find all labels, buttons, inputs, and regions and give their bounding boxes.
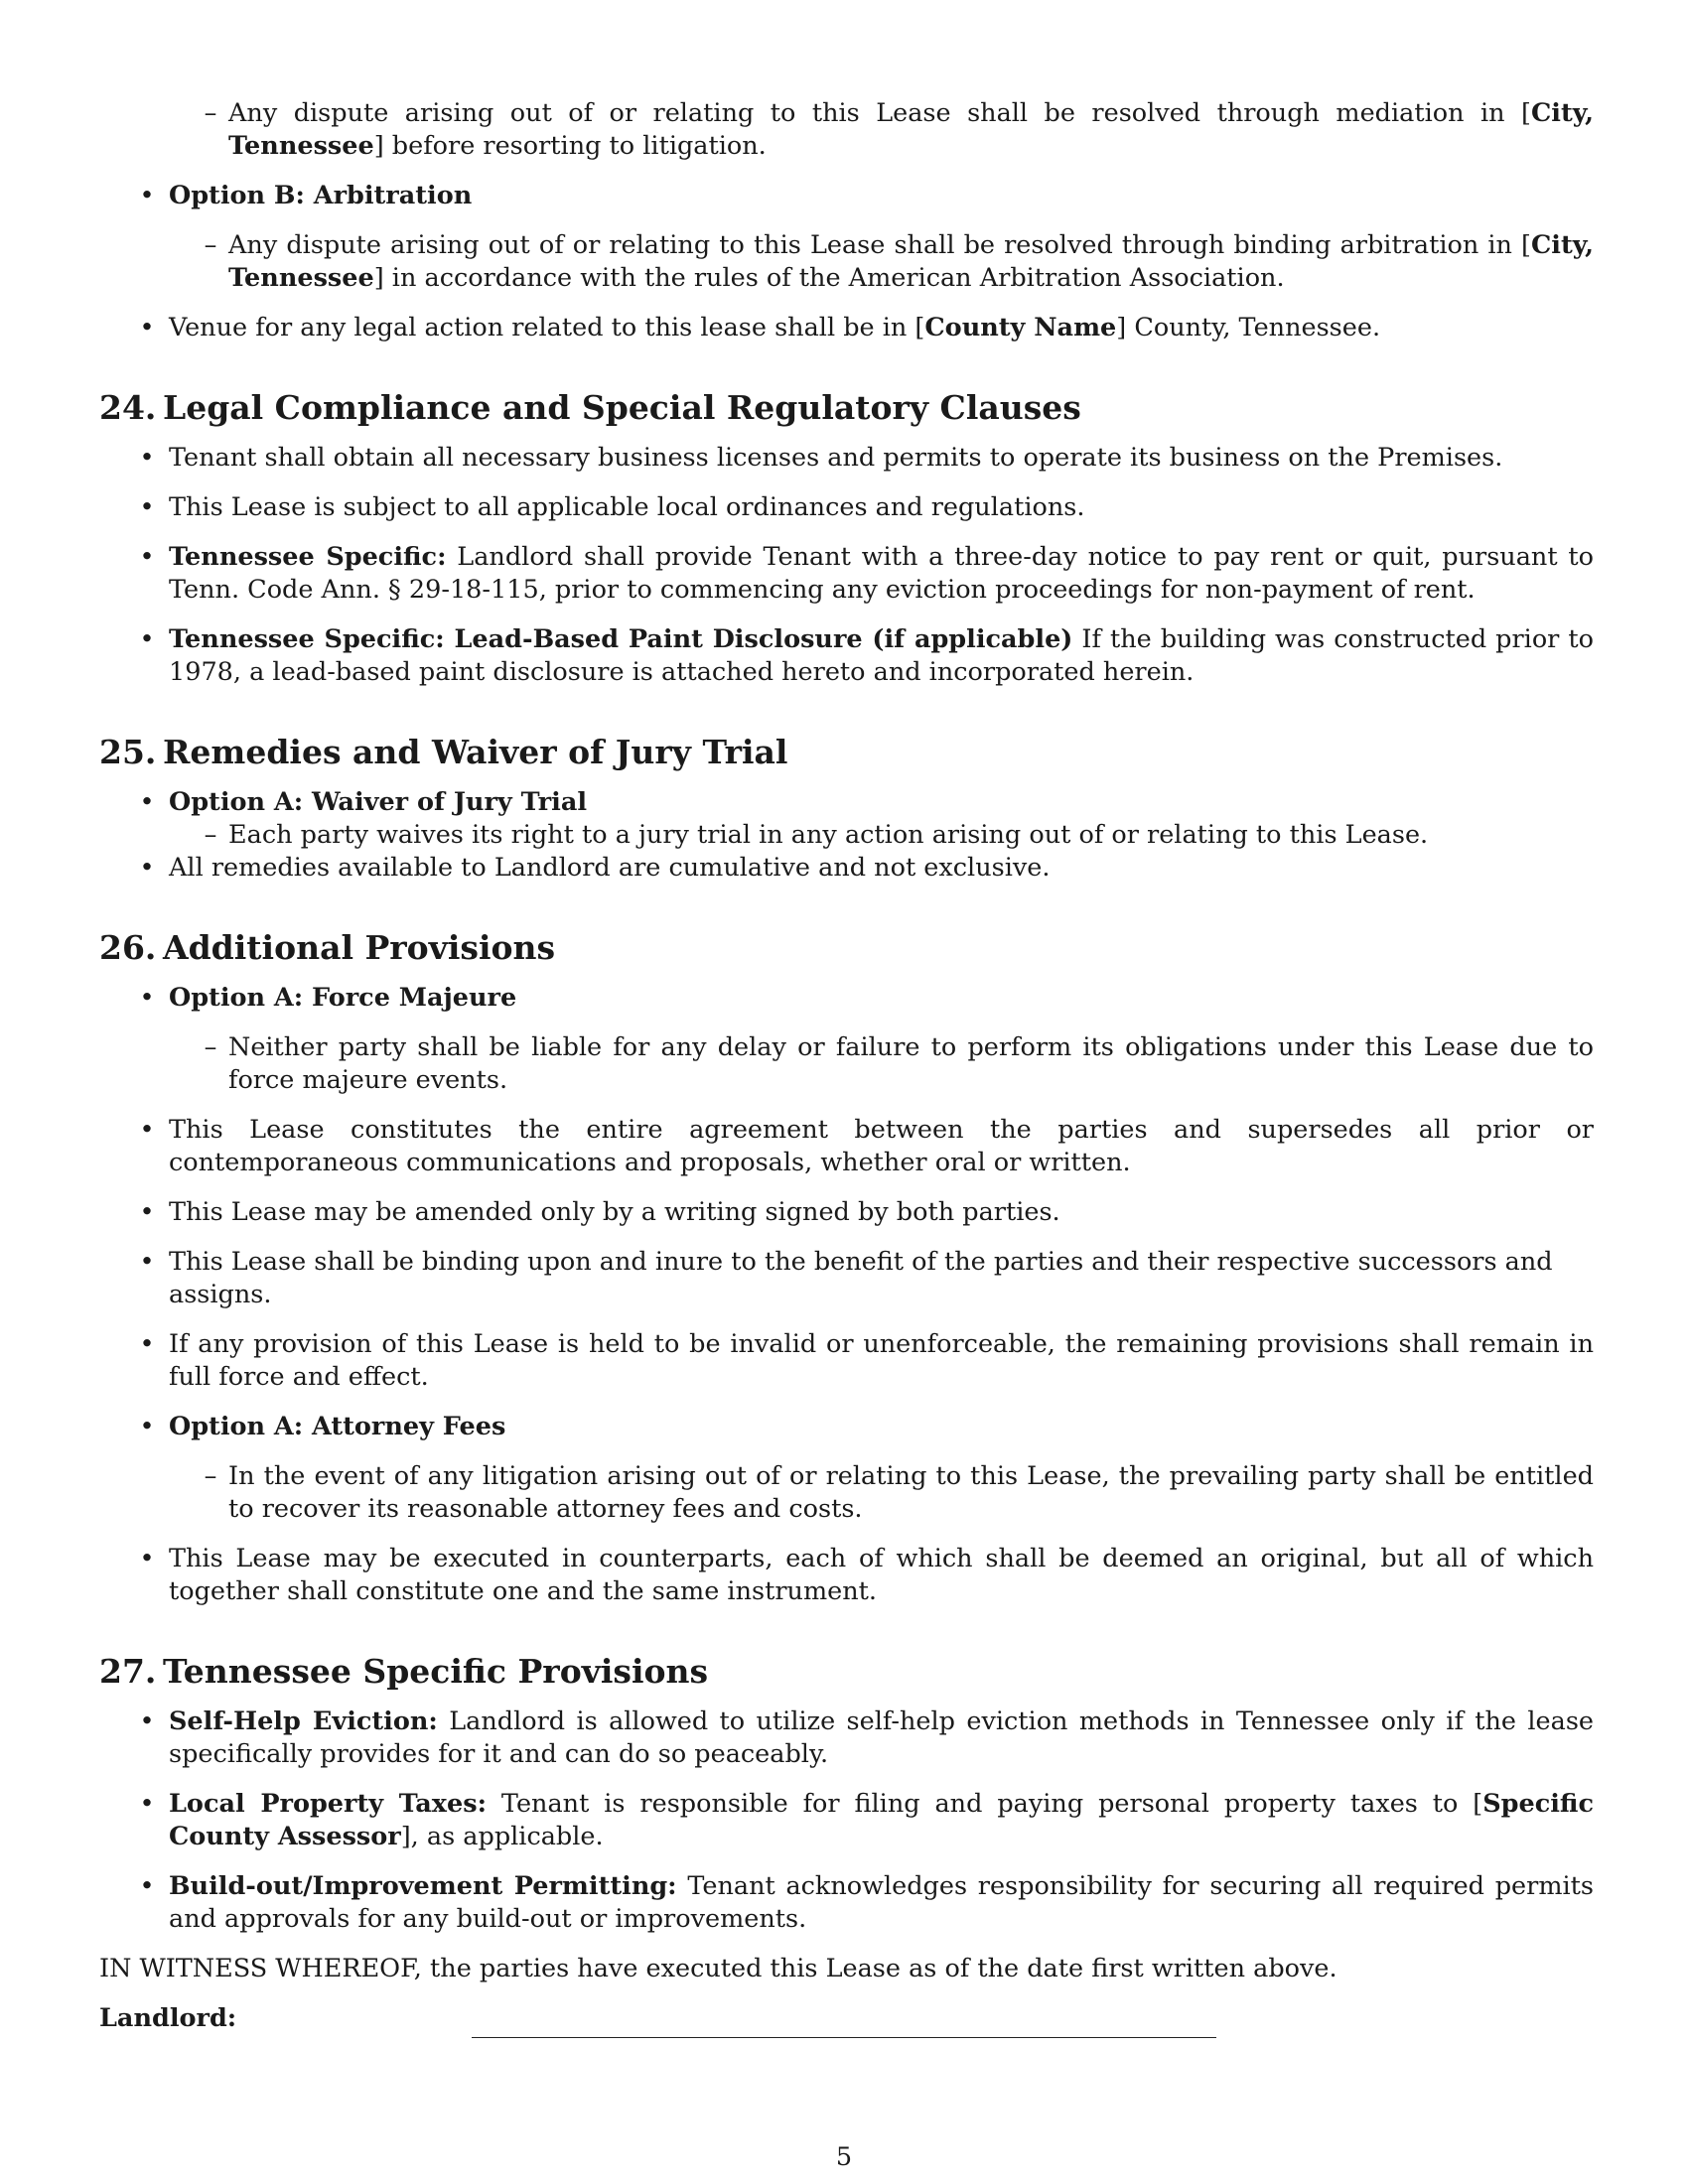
page-number: 5 bbox=[835, 2142, 853, 2172]
s24-item-lead-paint: • Tennessee Specific: Lead-Based Paint Disclosure (if applicable) If the building was constructed prior to 1978, a lead-based paint disclosure is attached hereto and incorporated herein. bbox=[139, 624, 1595, 687]
mediation-item: – Any dispute arising out of or relating to this Lease shall be resolved through mediation in [City, Tennessee] before resorting to litigation. bbox=[204, 98, 1594, 161]
s26-item-severability: • If any provision of this Lease is held to be invalid or unenforceable, the remaining provisions shall remain in full force and effect. bbox=[139, 1329, 1594, 1392]
s24-item-ordinances: • This Lease is subject to all applicable local ordinances and regulations. bbox=[139, 492, 1085, 522]
document-page bbox=[99, 97, 1594, 2035]
signature-line bbox=[472, 2037, 1216, 2038]
witness-statement: IN WITNESS WHEREOF, the parties have executed this Lease as of the date first written above. bbox=[99, 1954, 1337, 1983]
s27-item-property-taxes: • Local Property Taxes: Tenant is responsible for filing and paying personal property taxes to [Specific County Assessor], as applicable. bbox=[139, 1789, 1594, 1851]
s26-item-binding: • This Lease shall be binding upon and inure to the benefit of the parties and their respective successors and assigns. bbox=[139, 1247, 1553, 1309]
s24-item-licenses: • Tenant shall obtain all necessary business licenses and permits to operate its business on the Premises. bbox=[139, 443, 1503, 473]
landlord-label: Landlord: bbox=[99, 2003, 237, 2033]
s25-option-waiver: • Option A: Waiver of Jury Trial bbox=[139, 787, 588, 817]
section-27-heading: 27. Tennessee Specific Provisions bbox=[99, 1652, 709, 1691]
s27-item-build-out: • Build-out/Improvement Permitting: Tenant acknowledges responsibility for securing all required permits and approvals for any build-out or improvements. bbox=[139, 1871, 1594, 1934]
s24-item-notice: • Tennessee Specific: Landlord shall provide Tenant with a three-day notice to pay rent or quit, pursuant to Tenn. Code Ann. § 29-18-115, prior to commencing any eviction proceedings for non-payment of rent. bbox=[139, 542, 1594, 605]
s25-item-remedies: • All remedies available to Landlord are cumulative and not exclusive. bbox=[139, 853, 1051, 883]
section-24-heading: 24. Legal Compliance and Special Regulatory Clauses bbox=[99, 388, 1081, 427]
option-b-arbitration: • Option B: Arbitration bbox=[139, 181, 473, 210]
venue-item: • Venue for any legal action related to this lease shall be in [County Name] County, Tennessee. bbox=[139, 313, 1381, 342]
section-26-heading: 26. Additional Provisions bbox=[99, 928, 556, 967]
s27-item-self-help: • Self-Help Eviction: Landlord is allowed to utilize self-help eviction methods in Tennessee only if the lease specifically provides for it and can do so peaceably. bbox=[139, 1706, 1595, 1769]
s26-option-force-majeure: • Option A: Force Majeure bbox=[139, 983, 517, 1013]
s25-waiver-sub: – Each party waives its right to a jury trial in any action arising out of or relating to this Lease. bbox=[204, 820, 1429, 850]
s26-item-counterparts: • This Lease may be executed in counterparts, each of which shall be deemed an original, but all of which together shall constitute one and the same instrument. bbox=[139, 1544, 1594, 1606]
s26-option-attorney-fees: • Option A: Attorney Fees bbox=[139, 1412, 506, 1441]
section-25-heading: 25. Remedies and Waiver of Jury Trial bbox=[99, 733, 788, 771]
s26-item-entire-agreement: • This Lease constitutes the entire agreement between the parties and supersedes all prior or contemporaneous communications and proposals, whether oral or written. bbox=[139, 1115, 1594, 1177]
s26-attorney-fees-sub: – In the event of any litigation arising out of or relating to this Lease, the prevailing party shall be entitled to recover its reasonable attorney fees and costs. bbox=[204, 1461, 1594, 1524]
s26-force-majeure-sub: – Neither party shall be liable for any delay or failure to perform its obligations under this Lease due to force majeure events. bbox=[204, 1032, 1594, 1095]
arbitration-item: – Any dispute arising out of or relating to this Lease shall be resolved through binding arbitration in [City, Tennessee] in accordance with the rules of the American Arbitration Association. bbox=[204, 230, 1594, 293]
s26-item-amendment: • This Lease may be amended only by a writing signed by both parties. bbox=[139, 1197, 1060, 1227]
